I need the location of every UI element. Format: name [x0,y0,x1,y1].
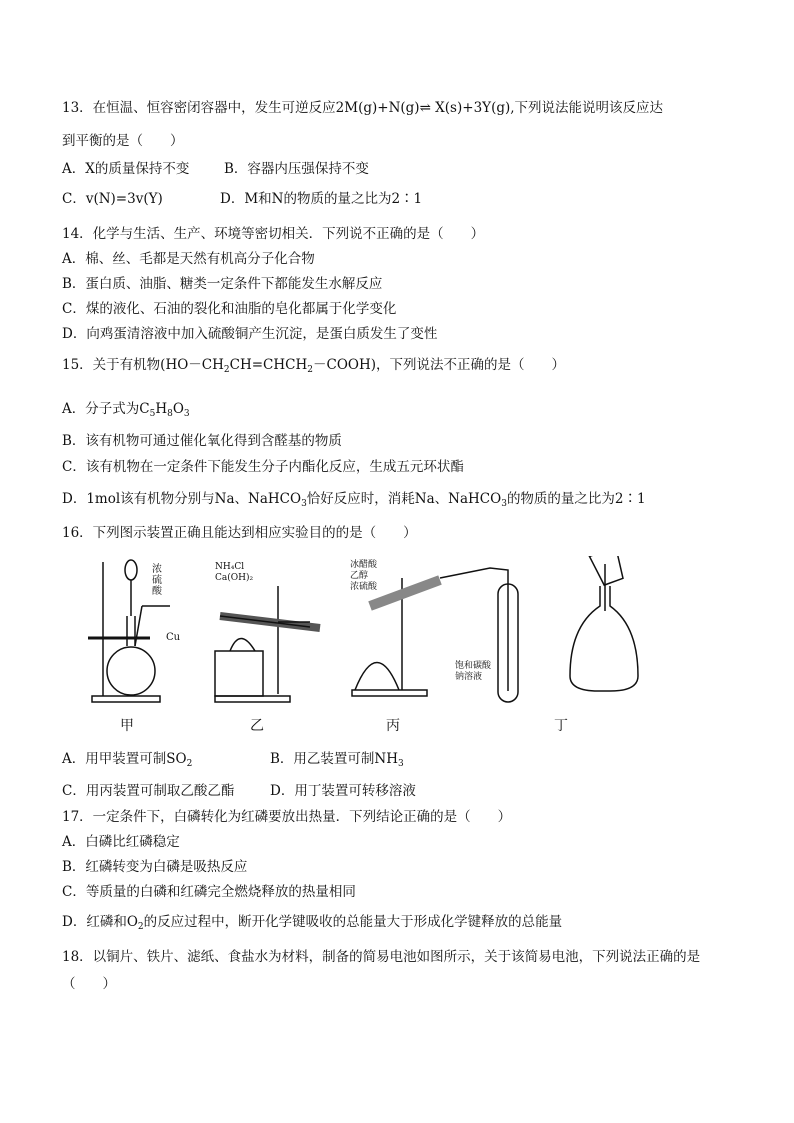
q16-option-d: D．用丁装置可转移溶液 [270,783,416,799]
q17-option-a: A．白磷比红磷稳定 [62,834,180,850]
q14-option-a: A．棉、丝、毛都是天然有机高分子化合物 [62,251,315,267]
q16-stem: 16．下列图示装置正确且能达到相应实验目的的是（ ） [62,525,417,541]
separatory-funnel-icon [125,560,137,580]
q16-apparatus-figure [70,556,730,736]
q13-stem-line2: 到平衡的是（ ） [62,133,184,149]
yi-reagent-label: NH₄Cl Ca(OH)₂ [215,562,254,583]
q15-option-c: C．该有机物在一定条件下能发生分子内酯化反应，生成五元环状酯 [62,459,464,475]
alcohol-lamp-icon [355,663,399,691]
q18-stem: 18．以铜片、铁片、滤纸、食盐水为材料，制备的简易电池如图所示，关于该简易电池，下列说法正确的是 [62,949,701,965]
q18-paren: （ ） [62,976,116,992]
beaker-icon [589,556,626,587]
q16-option-b: B．用乙装置可制$NH_3$ [270,751,404,769]
q14-option-b: B．蛋白质、油脂、糖类一定条件下都能发生水解反应 [62,276,383,292]
q15-stem: 15．关于有机物$(HO-CH_2CH=CHCH_2-COOH)$，下列说法不正确的是（ ） [62,357,565,375]
bing-reagent-label: 冰醋酸 乙醇 浓硫酸 [350,560,378,592]
caption-yi: 乙 [250,718,264,734]
q15-option-b: B．该有机物可通过催化氧化得到含醛基的物质 [62,433,342,449]
caption-bing: 丙 [386,718,400,734]
q13-option-a: A．X的质量保持不变 [62,161,190,177]
jia-reagent-label: 浓硫酸 [152,564,162,597]
round-bottom-flask-icon [107,647,155,695]
q14-option-d: D．向鸡蛋清溶液中加入硫酸铜产生沉淀，是蛋白质发生了变性 [62,326,438,342]
q13-stem-line1: 13．在恒温、恒容密闭容器中，发生可逆反应2M(g)+N(g)⇌ X(s)+3Y(g),下列说法能说明该反应达 [62,100,664,116]
q13-option-b: B．容器内压强保持不变 [224,161,369,177]
caption-ding: 丁 [554,718,568,734]
reversible-arrow-icon: ⇌ [419,100,431,116]
heating-block-icon [215,651,263,696]
caption-jia: 甲 [120,718,134,734]
jia-cu-label: Cu [166,632,181,643]
bing-solution-label: 饱和碳酸 钠溶液 [455,661,492,682]
q15-option-a: A．分子式为$C_5H_8O_3$ [62,401,190,419]
volumetric-flask-icon [570,586,638,691]
q14-option-c: C．煤的液化、石油的裂化和油脂的皂化都属于化学变化 [62,301,397,317]
q14-stem: 14．化学与生活、生产、环境等密切相关．下列说不正确的是（ ） [62,226,485,242]
q17-option-c: C．等质量的白磷和红磷完全燃烧释放的热量相同 [62,884,356,900]
q16-option-a: A．用甲装置可制$SO_2$ [62,751,193,769]
q13-option-d: D．M和N的物质的量之比为2∶1 [220,191,423,207]
q13-option-c: C．v(N)=3v(Y) [62,191,163,207]
q17-stem: 17．一定条件下，白磷转化为红磷要放出热量．下列结论正确的是（ ） [62,809,512,825]
q17-option-d: D．红磷和$O_2$的反应过程中，断开化学键吸收的总能量大于形成化学键释放的总能量 [62,914,563,932]
q17-option-b: B．红磷转变为白磷是吸热反应 [62,859,248,875]
q16-option-c: C．用丙装置可制取乙酸乙酯 [62,783,235,799]
q15-option-d: D．1mol该有机物分别与Na、NaHCO$_3$恰好反应时，消耗Na、NaHCO$_3$的物质的量之比为2∶1 [62,491,646,509]
burner-flame-icon [230,639,255,652]
